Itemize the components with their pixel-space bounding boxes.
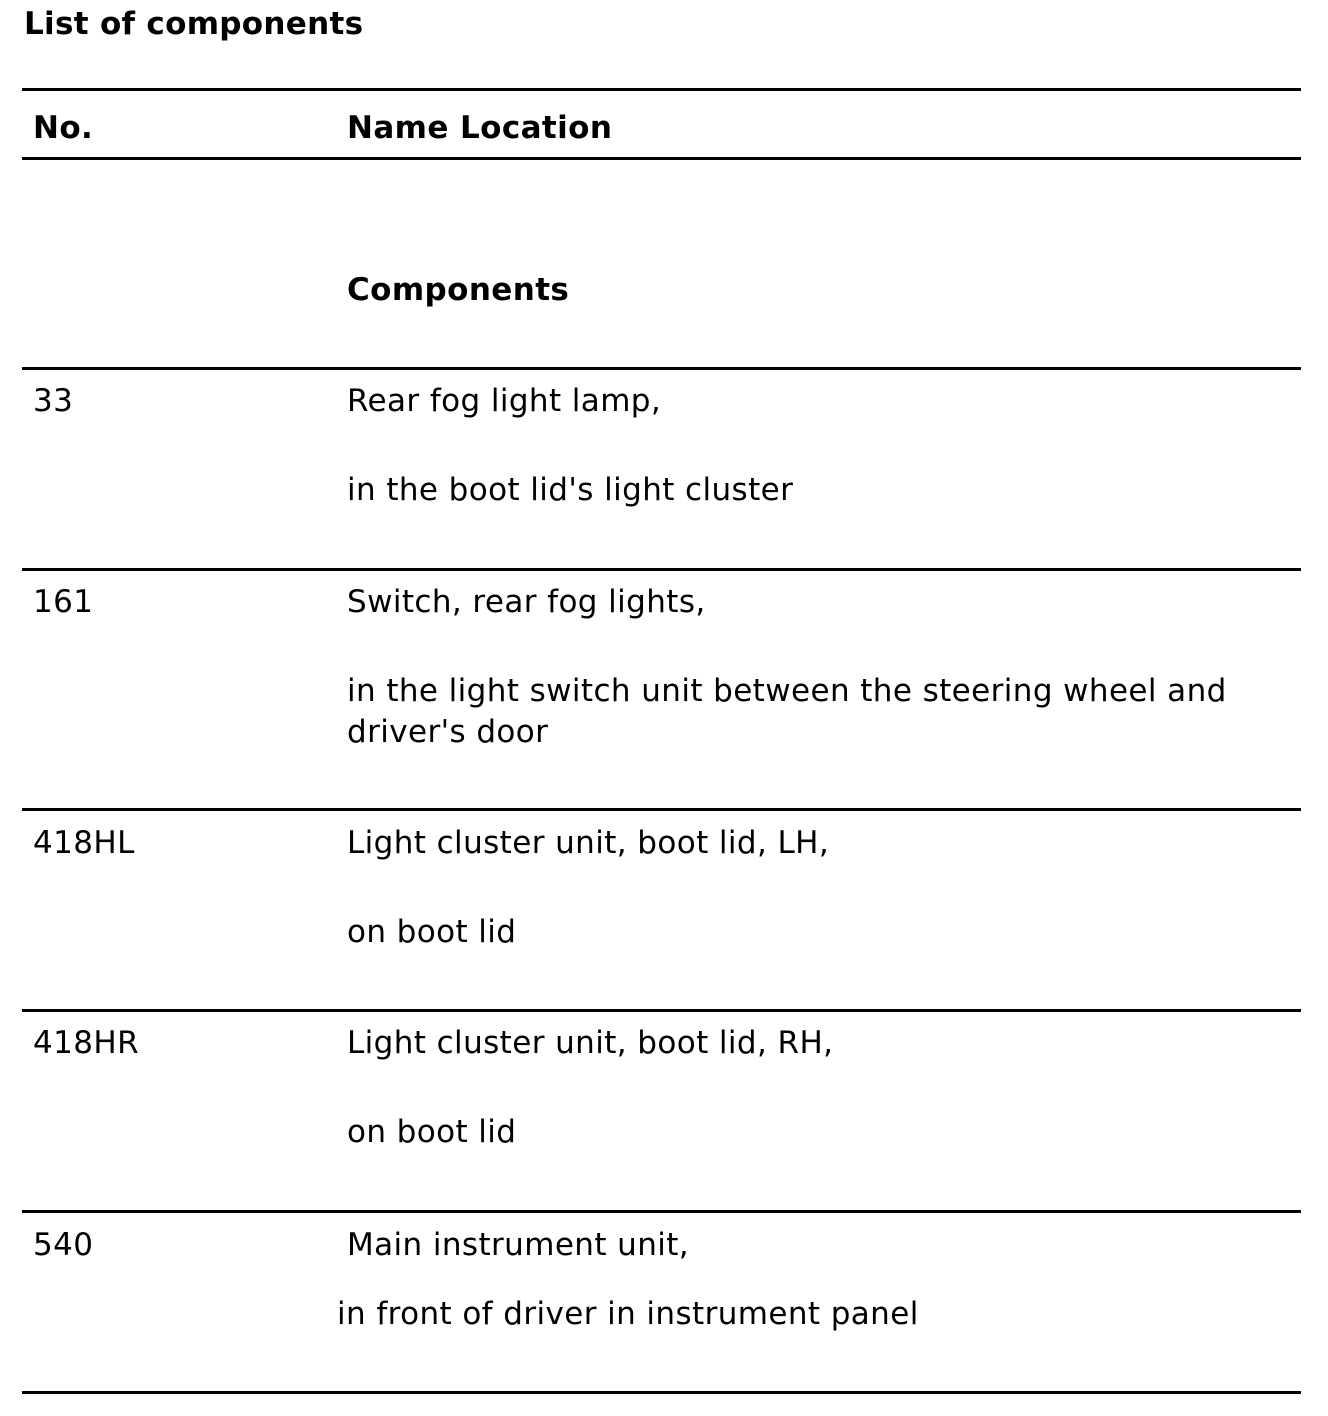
row-divider [22,1009,1301,1012]
row-location: in the boot lid's light cluster [347,472,794,508]
row-number: 540 [33,1227,94,1263]
table-bottom-rule [22,1391,1301,1394]
row-divider [22,808,1301,811]
row-location: on boot lid [347,914,517,950]
row-location: in front of driver in instrument panel [337,1296,919,1332]
row-number: 33 [33,383,74,419]
row-name: Light cluster unit, boot lid, LH, [347,825,830,861]
row-name: Main instrument unit, [347,1227,690,1263]
row-name: Switch, rear fog lights, [347,584,706,620]
row-divider [22,1210,1301,1213]
row-divider [22,367,1301,370]
page-title: List of components [24,6,364,42]
table-top-rule [22,88,1301,91]
row-location: on boot lid [347,1114,517,1150]
row-number: 418HL [33,825,135,861]
row-number: 418HR [33,1025,140,1061]
row-location: in the light switch unit between the steering wheel and driver's door [347,673,1227,750]
header-bottom-rule [22,157,1301,160]
section-label: Components [347,272,570,308]
column-header-name-location: Name Location [347,110,613,146]
row-name: Rear fog light lamp, [347,383,662,419]
row-name: Light cluster unit, boot lid, RH, [347,1025,834,1061]
row-divider [22,568,1301,571]
row-number: 161 [33,584,94,620]
column-header-no: No. [33,110,94,146]
